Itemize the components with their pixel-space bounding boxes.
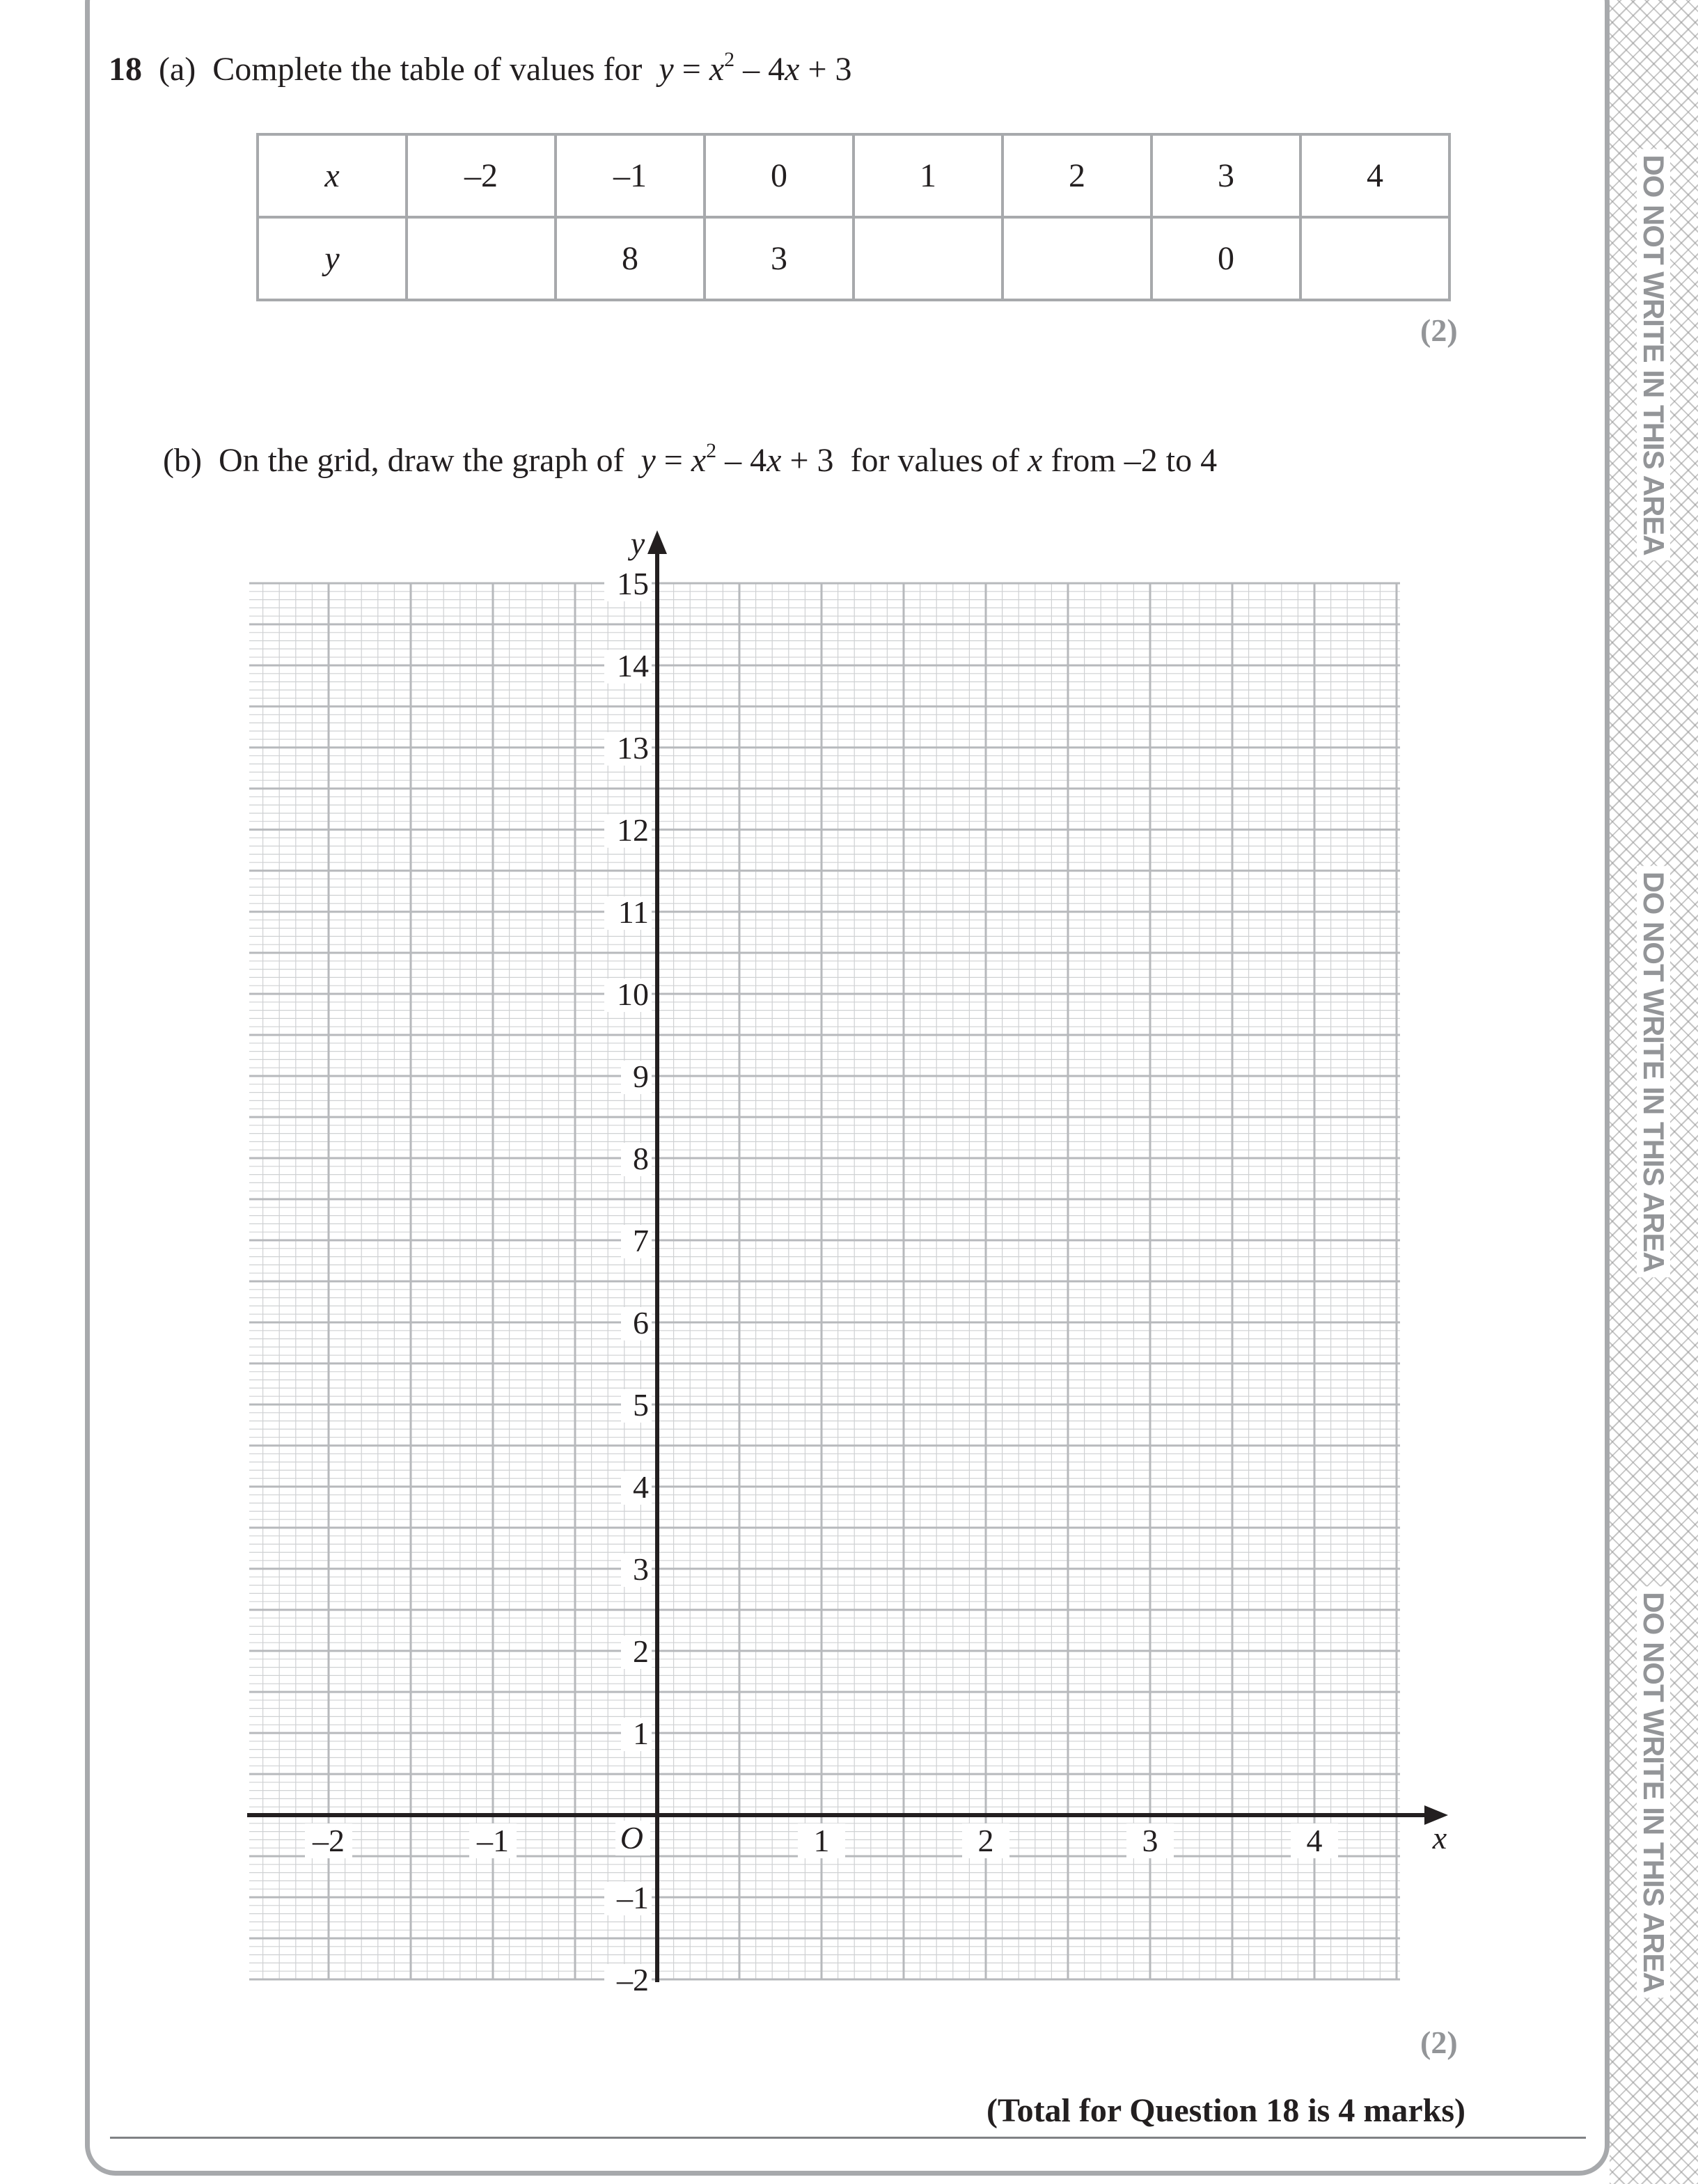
part-a-text: Complete the table of values for xyxy=(212,51,643,88)
x-tick-label: 3 xyxy=(1142,1823,1158,1858)
x-tick-label: 2 xyxy=(977,1823,994,1858)
y-axis-label: y xyxy=(630,525,645,561)
y-tick-label: –2 xyxy=(617,1962,649,1997)
x-tick-label: –1 xyxy=(477,1823,509,1858)
y-tick-label: 13 xyxy=(617,730,649,766)
table-x-cell: –2 xyxy=(407,134,556,217)
table-x-header: x xyxy=(258,134,407,217)
y-tick-label: 6 xyxy=(633,1305,649,1340)
part-a-marks: (2) xyxy=(1420,312,1458,348)
y-tick-label: 3 xyxy=(633,1551,649,1587)
part-b-label: (b) xyxy=(163,442,202,479)
y-tick-label: 11 xyxy=(618,894,649,930)
table-y-header: y xyxy=(258,217,407,300)
origin-label: O xyxy=(620,1820,643,1855)
y-tick-label: 5 xyxy=(633,1387,649,1423)
table-x-cell: 2 xyxy=(1003,134,1151,217)
part-a-equation: $y = x^2 - 4x + 3$ xyxy=(659,48,852,88)
part-a-label: (a) xyxy=(159,51,196,88)
y-tick-label: 15 xyxy=(617,566,649,601)
table-y-cell[interactable]: 0 xyxy=(1151,217,1300,300)
part-b-equation: $y = x^2 - 4x + 3$ xyxy=(640,439,834,479)
table-x-cell: 4 xyxy=(1300,134,1449,217)
y-tick-label: 9 xyxy=(633,1059,649,1094)
y-tick-label: 12 xyxy=(617,812,649,848)
table-x-cell: 0 xyxy=(705,134,854,217)
y-tick-label: 8 xyxy=(633,1141,649,1176)
y-tick-label: 4 xyxy=(633,1469,649,1505)
y-tick-label: 2 xyxy=(633,1633,649,1669)
table-y-cell[interactable]: 8 xyxy=(556,217,705,300)
y-axis-arrow-icon xyxy=(647,530,667,554)
part-b-marks: (2) xyxy=(1420,2025,1458,2060)
question-total: (Total for Question 18 is 4 marks) xyxy=(986,2092,1465,2129)
y-tick-label: 14 xyxy=(617,648,649,683)
bottom-rule xyxy=(110,2137,1586,2139)
table-y-cell[interactable]: 3 xyxy=(705,217,854,300)
part-b-text: On the grid, draw the graph of xyxy=(218,442,624,479)
y-tick-label: 7 xyxy=(633,1223,649,1258)
x-tick-label: 1 xyxy=(813,1823,830,1858)
x-tick-label: 4 xyxy=(1306,1823,1323,1858)
question-b-heading: (b) On the grid, draw the graph of $y = x^2 - 4x + 3$ for values of x from –2 to 4 xyxy=(163,439,1218,479)
y-tick-label: –1 xyxy=(617,1880,649,1915)
x-tick-label: –2 xyxy=(313,1823,345,1858)
grid-major-lines xyxy=(249,583,1400,1979)
x-axis-label: x xyxy=(1432,1820,1447,1855)
table-x-cell: –1 xyxy=(556,134,705,217)
table-x-cell: 1 xyxy=(854,134,1003,217)
table-x-cell: 3 xyxy=(1151,134,1300,217)
question-number: 18 xyxy=(109,51,142,88)
y-tick-label: 10 xyxy=(617,976,649,1012)
y-tick-label: 1 xyxy=(633,1716,649,1751)
